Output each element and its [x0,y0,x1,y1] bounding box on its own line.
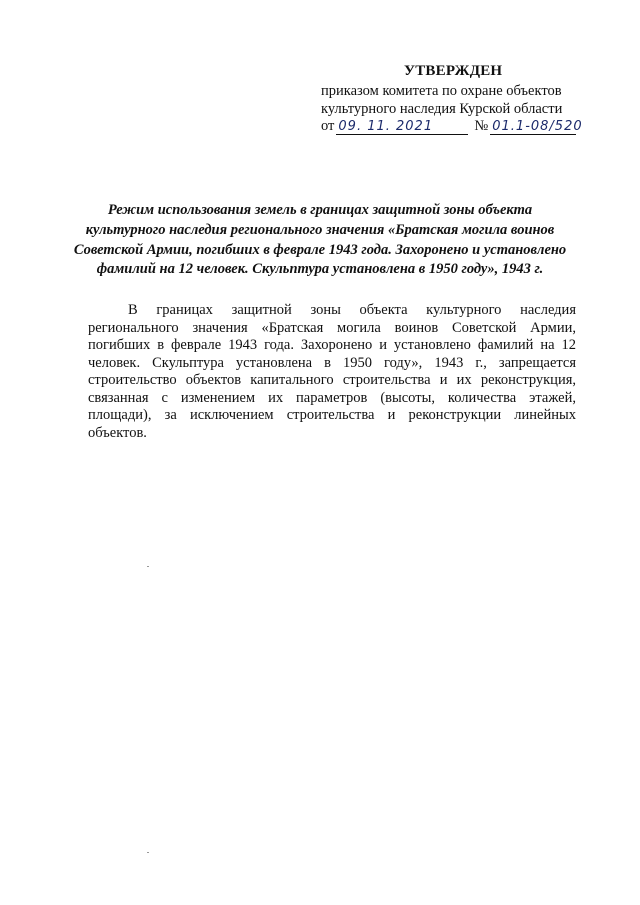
scan-speck [147,852,149,853]
approval-date-number-line [321,118,583,135]
document-title: Режим использования земель в границах защитной зоны объекта культурного наследия регионального значения «Братская могила воинов Советской Армии, погибших в феврале 1943 года. Захоронено и установлено фамилий на 12 человек. Скульптура установлена в 1950 году», 1943 г. [73,202,567,278]
handwritten-date: 09. 11. 2021 [336,119,468,135]
approval-order-line: приказом комитета по охране объектов [321,83,562,99]
document-body-paragraph: В границах защитной зоны объекта культурного наследия регионального значения «Братская могила воинов Советской Армии, погибших в феврале 1943 года. Захоронено и установлено фамилий на 12 человек. Скульптура установлена в 1950 году», 1943 г., запрещается строительство объектов капитального строительства и их реконструкция, связанная с изменением их параметров (высоты, количества этажей, площади), за исключением строительства и реконструкции линейных объектов. [88,302,576,441]
approval-committee-line: культурного наследия Курской области [321,101,563,117]
scan-speck [147,566,149,567]
handwritten-order-number: 01.1-08/520 [492,119,583,134]
number-prefix: № [474,118,489,134]
approval-heading: УТВЕРЖДЕН [404,63,503,79]
date-prefix: от [321,118,335,134]
